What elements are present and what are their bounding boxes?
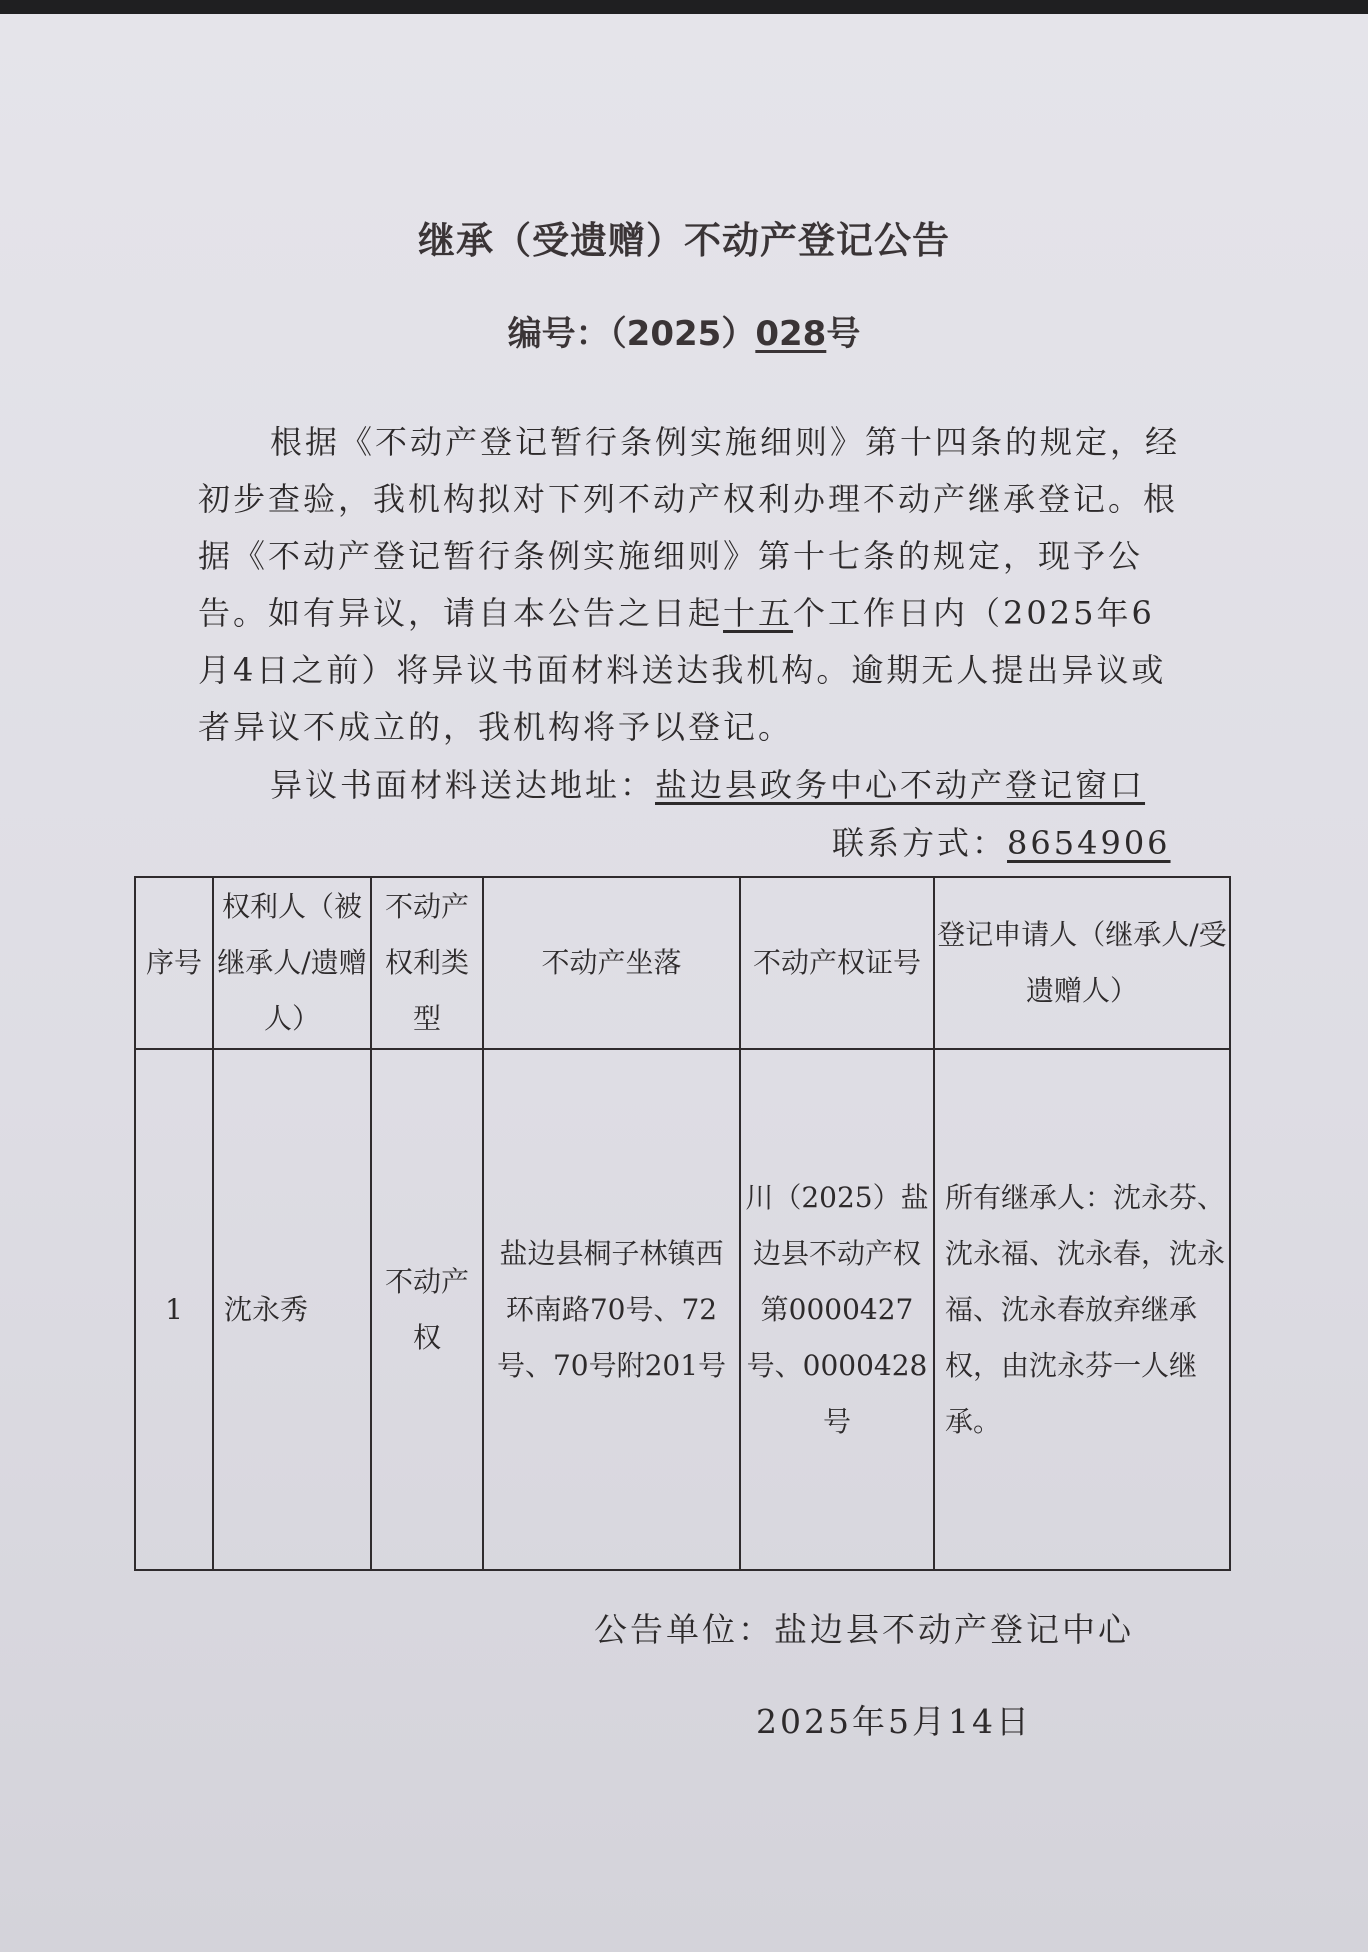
document-number bbox=[0, 306, 1368, 355]
registration-table bbox=[134, 876, 1231, 1571]
document-number-prefix: 编号：（2025） bbox=[507, 314, 756, 354]
contact-label: 联系方式： bbox=[832, 824, 1008, 862]
cell-seq: 1 bbox=[135, 1049, 213, 1570]
contact-info bbox=[832, 818, 1171, 864]
cell-location: 盐边县桐子林镇西环南路70号、72号、70号附201号 bbox=[483, 1049, 740, 1570]
cell-applicant: 所有继承人：沈永芬、沈永福、沈永春，沈永福、沈永春放弃继承权，由沈永芬一人继承。 bbox=[934, 1049, 1230, 1570]
notice-paragraph bbox=[198, 414, 1188, 756]
notice-title: 继承（受遗赠）不动产登记公告 bbox=[418, 219, 950, 262]
notice-body bbox=[198, 414, 1188, 756]
notice-paper bbox=[0, 14, 1368, 1952]
issuing-unit: 公告单位：盐边县不动产登记中心 bbox=[594, 1610, 1134, 1649]
objection-days: 十五 bbox=[723, 594, 794, 632]
notice-body-part1: 根据《不动产登记暂行条例实施细则》第十四条的规定，经初步查验，我机构拟对下列不动产权利办理不动产继承登记。根据《不动产登记暂行条例实施细则》第十七条的规定，现予公告。如有异议，请自本公告之日起 bbox=[198, 423, 1181, 632]
header-location: 不动产坐落 bbox=[483, 877, 740, 1049]
document-number-suffix: 号 bbox=[826, 314, 861, 354]
notice-body-part2: 个工作日内（2025年6月4日之前）将异议书面材料送达我机构。逾期无人提出异议或者异议不成立的，我机构将予以登记。 bbox=[198, 594, 1167, 746]
header-cert-no: 不动产权证号 bbox=[740, 877, 934, 1049]
objection-address-label: 异议书面材料送达地址： bbox=[270, 766, 656, 804]
objection-address-value: 盐边县政务中心不动产登记窗口 bbox=[655, 766, 1146, 804]
issue-date: 2025年5月14日 bbox=[756, 1702, 1032, 1741]
cell-cert-no: 川（2025）盐边县不动产权第0000427号、0000428号 bbox=[740, 1049, 934, 1570]
cell-right-type: 不动产权 bbox=[371, 1049, 483, 1570]
header-applicant: 登记申请人（继承人/受遗赠人） bbox=[934, 877, 1230, 1049]
header-seq: 序号 bbox=[135, 877, 213, 1049]
document-number-value: 028 bbox=[755, 314, 827, 354]
table-row bbox=[135, 1049, 1230, 1570]
contact-phone: 8654906 bbox=[1007, 824, 1171, 862]
objection-address bbox=[270, 760, 1145, 806]
header-right-type: 不动产权利类型 bbox=[371, 877, 483, 1049]
header-holder: 权利人（被继承人/遗赠人） bbox=[213, 877, 371, 1049]
cell-holder: 沈永秀 bbox=[213, 1049, 371, 1570]
table-header-row bbox=[135, 877, 1230, 1049]
